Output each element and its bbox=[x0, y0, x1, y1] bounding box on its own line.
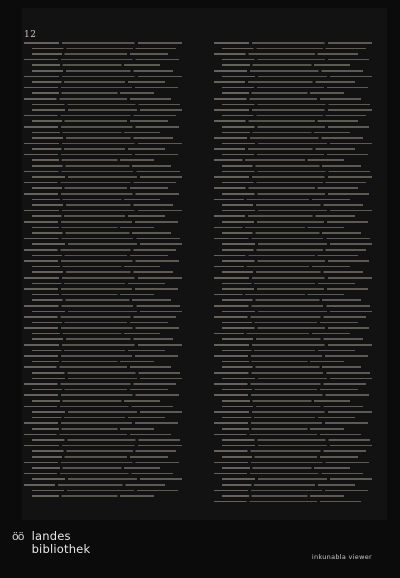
viewer-label[interactable]: inkunabla viewer bbox=[311, 553, 372, 561]
logo-text-line1: landes bbox=[31, 529, 71, 543]
library-logo[interactable] bbox=[12, 530, 90, 556]
directory-entry bbox=[24, 493, 182, 499]
right-column bbox=[214, 40, 372, 510]
page-number: 12 bbox=[24, 30, 37, 40]
left-column bbox=[24, 40, 182, 510]
logo-text-line2: bibliothek bbox=[31, 542, 91, 556]
logo-mark-icon: öö bbox=[12, 530, 24, 543]
directory-entry bbox=[214, 499, 372, 505]
